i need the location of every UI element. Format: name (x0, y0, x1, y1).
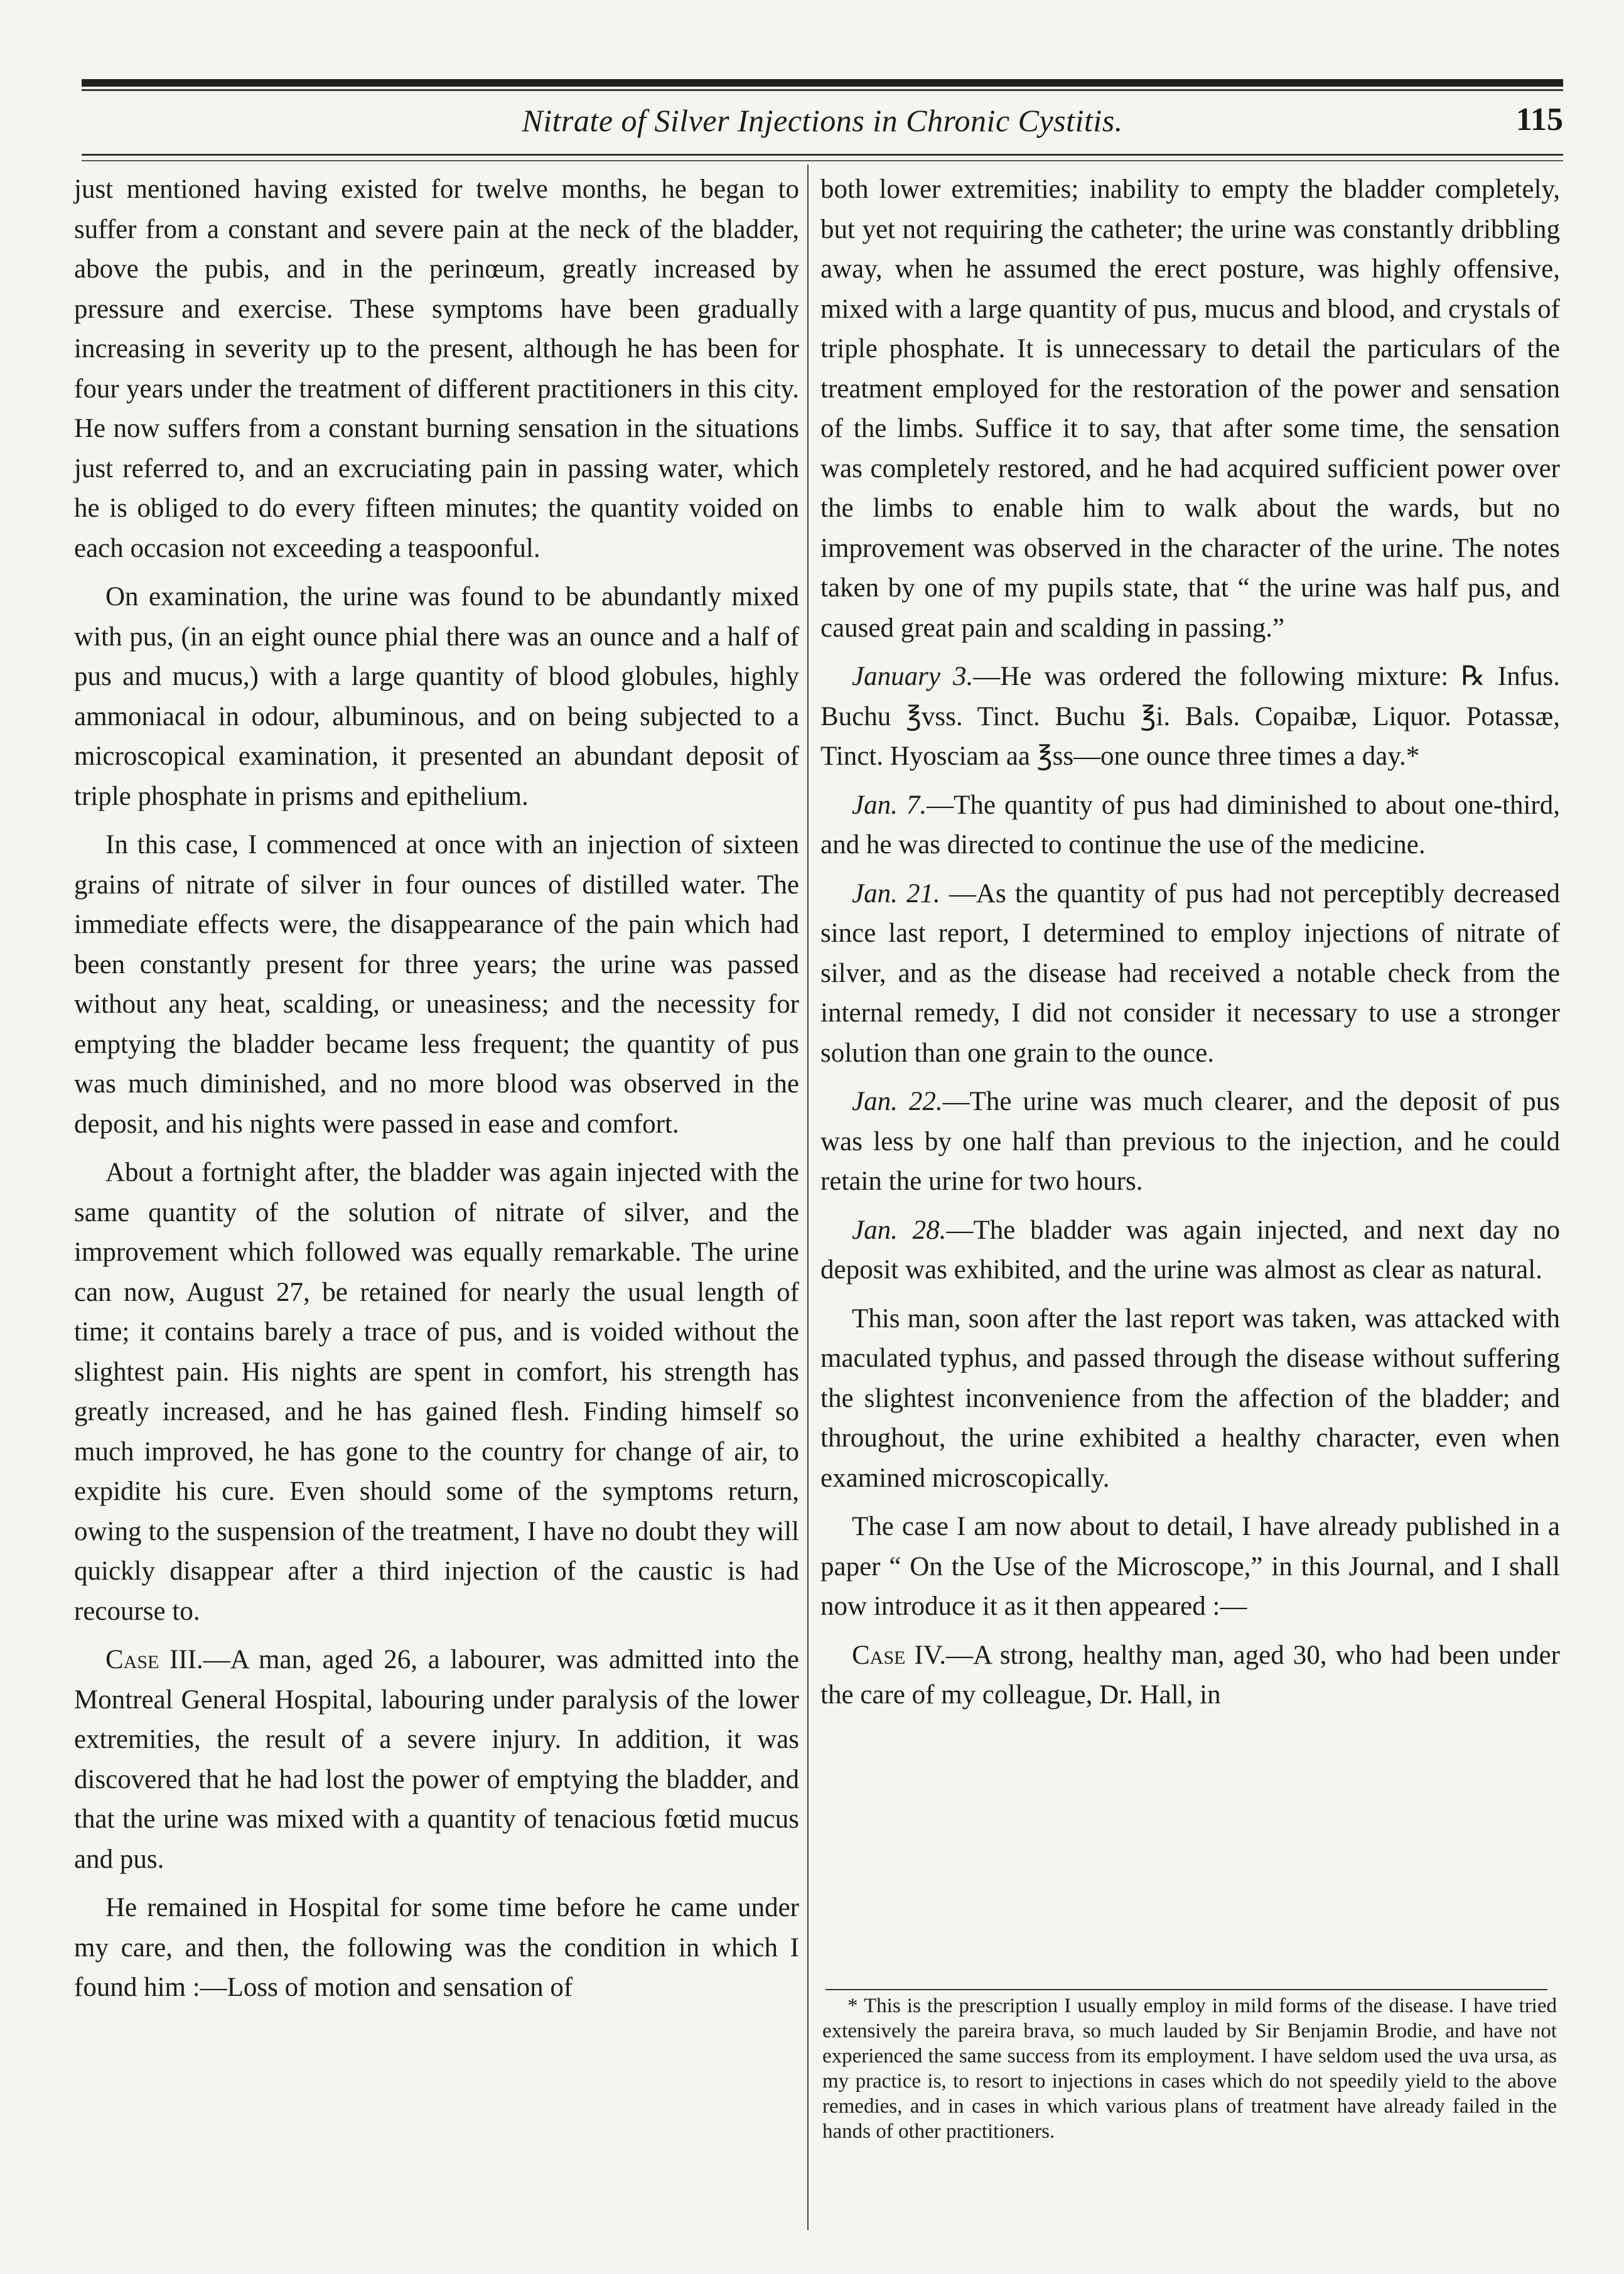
paragraph: He remained in Hospital for some time before he came under my care, and then, the following was the condition in which I found him :—Loss of motion and sensation of (74, 1893, 799, 2002)
paragraph: both lower extremities; inability to empty the bladder completely, but yet not requiring the catheter; the urine was constantly dribbling away, when he assumed the erect posture, was highly offensive, mixed with a large quantity of pus, mucus and blood, and crystals of triple phosphate. It is unnecessary to detail the particulars of the treatment employed for the restoration of the power and sensation of the limbs. Suffice it to say, that after some time, the sensation was completely restored, and he had acquired sufficient power over the limbs to enable him to walk about the wards, but no improvement was observed in the character of the urine. The notes taken by one of my pupils state, that “ the urine was half pus, and caused great pain and scalding in passing.” (820, 175, 1560, 643)
dated-entry (820, 874, 1560, 1074)
page-number: 115 (1515, 102, 1563, 137)
top-border-rule-thin (82, 89, 1563, 91)
entry-date: January 3. (852, 662, 974, 691)
header-rule (82, 154, 1563, 156)
entry-date: Jan. 21. (852, 878, 940, 908)
entry-text: —He was ordered the following mixture: ℞ Infus. Buchu ℥vss. Tinct. Buchu ℥i. Bals. Copaibæ, Liquor. Potassæ, Tinct. Hyosciam aa ℥ss—one ounce three times a day.* (820, 662, 1561, 771)
footnote-block (822, 1993, 1557, 2144)
case-text: —A man, aged 26, a labourer, was admitted into the Montreal General Hospital, labouring under paralysis of the lower extremities, the result of a severe injury. In addition, it was discovered that he had lost the power of emptying the bladder, and that the urine was mixed with a quantity of tenacious fœtid mucus and pus. (74, 1645, 799, 1874)
entry-text: —The urine was much clearer, and the deposit of pus was less by one half than previous to the injection, and he could retain the urine for two hours. (820, 1087, 1560, 1196)
running-title: Nitrate of Silver Injections in Chronic Cystitis. (522, 103, 1123, 138)
case-label: Case IV. (852, 1640, 946, 1670)
header-rule-thin (82, 160, 1563, 161)
dated-entry (820, 1210, 1560, 1290)
case-text: —A strong, healthy man, aged 30, who had been under the care of my colleague, Dr. Hall, in (820, 1640, 1560, 1710)
dated-entry (820, 785, 1560, 865)
dated-entry (820, 1082, 1560, 1202)
entry-text: —As the quantity of pus had not perceptibly decreased since last report, I determined to employ injections of nitrate of silver, and as the disease had received a notable check from the internal remedy, I did not consider it necessary to use a stronger solution than one grain to the ounce. (820, 878, 1560, 1068)
footnote-rule (825, 1989, 1547, 1990)
dated-entry (820, 657, 1560, 777)
running-header (82, 97, 1563, 148)
paragraph: The case I am now about to detail, I have already published in a paper “ On the Use of the Microscope,” in this Journal, and I shall now introduce it as it then appeared :— (820, 1512, 1560, 1621)
paragraph: This man, soon after the last report was taken, was attacked with maculated typhus, and passed through the disease without suffering the slightest inconvenience from the affection of the bladder; and throughout, the urine exhibited a healthy character, even when examined microscopically. (820, 1303, 1560, 1493)
entry-date: Jan. 7. (852, 790, 927, 820)
entry-text: —The quantity of pus had diminished to about one-third, and he was directed to continue the use of the medicine. (820, 790, 1560, 859)
entry-date: Jan. 28. (852, 1215, 947, 1245)
case-paragraph (74, 1640, 799, 1879)
case-paragraph (820, 1635, 1560, 1715)
paragraph: just mentioned having existed for twelve months, he began to suffer from a constant and severe pain at the neck of the bladder, above the pubis, and in the perinœum, greatly increased by pressure and exercise. These symptoms have been gradually increasing in severity up to the present, although he has been for four years under the treatment of different practitioners in this city. He now suffers from a constant burning sensation in the situations just referred to, and an excruciating pain in passing water, which he is obliged to do every fifteen minutes; the quantity voided on each occasion not exceeding a teaspoonful. (74, 175, 799, 563)
left-column (74, 170, 799, 2017)
paragraph: On examination, the urine was found to be abundantly mixed with pus, (in an eight ounce phial there was an ounce and a half of pus and mucus,) with a large quantity of blood globules, highly ammoniacal in odour, albuminous, and on being subjected to a microscopical examination, it presented an abundant deposit of triple phosphate in prisms and epithelium. (74, 582, 799, 811)
footnote: * This is the prescription I usually employ in mild forms of the disease. I have tried extensively the pareira brava, so much lauded by Sir Benjamin Brodie, and have not experienced the same success from its employment. I have seldom used the uva ursa, as my practice is, to resort to injections in cases which do not speedily yield to the above remedies, and in cases in which various plans of treatment have already failed in the hands of other practitioners. (822, 1995, 1557, 2143)
column-divider (807, 164, 809, 2230)
entry-date: Jan. 22. (852, 1087, 943, 1116)
entry-text: —The bladder was again injected, and next day no deposit was exhibited, and the urine was almost as clear as natural. (820, 1215, 1560, 1285)
right-column (820, 170, 1560, 1724)
paragraph: In this case, I commenced at once with an injection of sixteen grains of nitrate of silver in four ounces of distilled water. The immediate effects were, the disappearance of the pain which had been constantly present for three years; the urine was passed without any heat, scalding, or uneasiness; and the necessity for emptying the bladder became less frequent; the quantity of pus was much diminished, and no more blood was observed in the deposit, and his nights were passed in ease and comfort. (74, 830, 799, 1139)
case-label: Case III. (105, 1645, 203, 1674)
paragraph: About a fortnight after, the bladder was again injected with the same quantity of the solution of nitrate of silver, and the improvement which followed was equally remarkable. The urine can now, August 27, be retained for nearly the usual length of time; it contains barely a trace of pus, and is voided without the slightest pain. His nights are spent in comfort, his strength has greatly increased, and he has gained flesh. Finding himself so much improved, he has gone to the country for change of air, to expidite his cure. Even should some of the symptoms return, owing to the suspension of the treatment, I have no doubt they will quickly disappear after a third injection of the caustic is had recourse to. (74, 1158, 799, 1626)
top-border-rule (82, 79, 1563, 87)
